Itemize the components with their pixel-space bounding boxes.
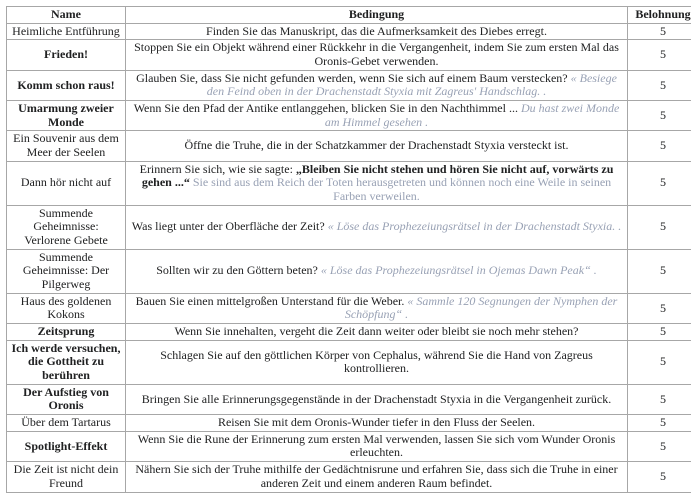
achievement-name-cell: Heimliche Entführung: [7, 23, 126, 40]
condition-cell: [126, 249, 628, 293]
achievement-name-cell: Summende Geheimnisse: Verlorene Gebete: [7, 205, 126, 249]
flavor-text-italic: « Besiege den Feind oben in der Drachenstadt Styxia mit Zagreus' Handschlag. .: [206, 70, 617, 99]
table-row: [7, 205, 691, 249]
condition-text: Erinnern Sie sich, wie sie sagte:: [139, 161, 296, 176]
achievement-name-cell: Über dem Tartarus: [7, 415, 126, 432]
reward-cell: 5: [628, 340, 691, 384]
flavor-text: Sie sind aus dem Reich der Toten herausgetreten und können noch eine Weile in seinen Farben verweilen.: [192, 175, 612, 204]
condition-text: Stoppen Sie ein Objekt während einer Rückkehr in die Vergangenheit, indem Sie zum ersten Mal das Oronis-Gebet verwenden.: [134, 40, 619, 69]
reward-cell: 5: [628, 431, 691, 461]
header-reward: Belohnung: [628, 7, 691, 24]
flavor-text-italic: Du hast zwei Monde am Himmel gesehen .: [324, 101, 620, 129]
achievement-name-cell: Der Aufstieg von Oronis: [7, 384, 126, 414]
condition-cell: [126, 324, 628, 341]
table-row: [7, 40, 691, 70]
table-row: [7, 161, 691, 205]
condition-cell: [126, 205, 628, 249]
table-row: [7, 101, 691, 131]
condition-cell: [126, 431, 628, 461]
achievement-name-cell: Spotlight-Effekt: [7, 431, 126, 461]
flavor-text-italic: « Löse das Prophezeiungsrätsel in der Drachenstadt Styxia. .: [327, 219, 622, 234]
table-row: [7, 415, 691, 432]
condition-text: Öffne die Truhe, die in der Schatzkammer der Drachenstadt Styxia versteckt ist.: [184, 138, 569, 153]
achievement-name-cell: Dann hör nicht auf: [7, 161, 126, 205]
condition-cell: [126, 161, 628, 205]
condition-cell: [126, 415, 628, 432]
reward-cell: 5: [628, 324, 691, 341]
reward-cell: 5: [628, 249, 691, 293]
condition-cell: [126, 40, 628, 70]
condition-text: Wenn Sie die Rune der Erinnerung zum ersten Mal verwenden, lassen Sie sich vom Wunder Oronis erleuchten.: [137, 431, 616, 460]
achievements-tbody: [7, 23, 691, 492]
condition-text: Was liegt unter der Oberfläche der Zeit?: [131, 219, 328, 234]
condition-text: Wenn Sie den Pfad der Antike entlanggehen, blicken Sie in den Nachthimmel ...: [133, 101, 521, 116]
table-row: [7, 431, 691, 461]
table-row: [7, 462, 691, 492]
table-row: [7, 384, 691, 414]
achievement-name-cell: Die Zeit ist nicht dein Freund: [7, 462, 126, 492]
reward-cell: 5: [628, 23, 691, 40]
condition-cell: [126, 70, 628, 100]
reward-cell: 5: [628, 131, 691, 161]
condition-text: Wenn Sie innehalten, vergeht die Zeit dann weiter oder bleibt sie noch mehr stehen?: [174, 324, 579, 339]
condition-cell: [126, 384, 628, 414]
table-row: [7, 70, 691, 100]
reward-cell: 5: [628, 40, 691, 70]
condition-cell: [126, 131, 628, 161]
reward-cell: 5: [628, 415, 691, 432]
condition-text: Sollten wir zu den Göttern beten?: [156, 263, 321, 278]
condition-text: Glauben Sie, dass Sie nicht gefunden werden, wenn Sie sich auf einem Baum verstecken?: [136, 70, 571, 85]
reward-cell: 5: [628, 101, 691, 131]
quoted-text: „Bleiben Sie nicht stehen und hören Sie nicht auf, vorwärts zu gehen ...“: [141, 161, 614, 190]
table-header: [7, 7, 691, 24]
reward-cell: 5: [628, 384, 691, 414]
achievement-name-cell: Zeitsprung: [7, 324, 126, 341]
achievement-name-cell: Komm schon raus!: [7, 70, 126, 100]
condition-cell: [126, 340, 628, 384]
condition-cell: [126, 293, 628, 323]
condition-text: Finden Sie das Manuskript, das die Aufmerksamkeit des Diebes erregt.: [206, 23, 547, 38]
condition-text: Schlagen Sie auf den göttlichen Körper von Cephalus, während Sie die Hand von Zagreus kontrollieren.: [160, 347, 593, 376]
reward-cell: 5: [628, 293, 691, 323]
achievements-table: [6, 6, 691, 493]
table-row: [7, 23, 691, 40]
table-row: [7, 340, 691, 384]
condition-cell: [126, 23, 628, 40]
reward-cell: 5: [628, 462, 691, 492]
table-row: [7, 324, 691, 341]
header-name: Name: [7, 7, 126, 24]
achievement-name-cell: Umarmung zweier Monde: [7, 101, 126, 131]
table-row: [7, 293, 691, 323]
flavor-text-italic: « Löse das Prophezeiungsrätsel in Ojemas Dawn Peak“ .: [320, 263, 597, 278]
condition-text: Nähern Sie sich der Truhe mithilfe der Gedächtnisrune und erfahren Sie, dass sich die Truhe in einer anderen Zeit und einem anderen Raum befindet.: [135, 462, 618, 490]
achievement-name-cell: Ein Souvenir aus dem Meer der Seelen: [7, 131, 126, 161]
reward-cell: 5: [628, 70, 691, 100]
achievement-name-cell: Summende Geheimnisse: Der Pilgerweg: [7, 249, 126, 293]
condition-text: Bauen Sie einen mittelgroßen Unterstand für die Weber.: [135, 293, 408, 308]
achievement-name-cell: Haus des goldenen Kokons: [7, 293, 126, 323]
reward-cell: 5: [628, 205, 691, 249]
header-row: [7, 7, 691, 24]
reward-cell: 5: [628, 161, 691, 205]
condition-text: Reisen Sie mit dem Oronis-Wunder tiefer in den Fluss der Seelen.: [217, 415, 536, 430]
condition-cell: [126, 101, 628, 131]
condition-text: Bringen Sie alle Erinnerungsgegenstände in der Drachenstadt Styxia in die Vergangenheit zurück.: [141, 391, 612, 406]
flavor-text-italic: « Sammle 120 Segnungen der Nymphen der Schöpfung“ .: [344, 293, 618, 322]
achievement-name-cell: Ich werde versuchen, die Gottheit zu berühren: [7, 340, 126, 384]
condition-cell: [126, 462, 628, 492]
header-condition: Bedingung: [126, 7, 628, 24]
achievement-name-cell: Frieden!: [7, 40, 126, 70]
table-row: [7, 249, 691, 293]
table-row: [7, 131, 691, 161]
